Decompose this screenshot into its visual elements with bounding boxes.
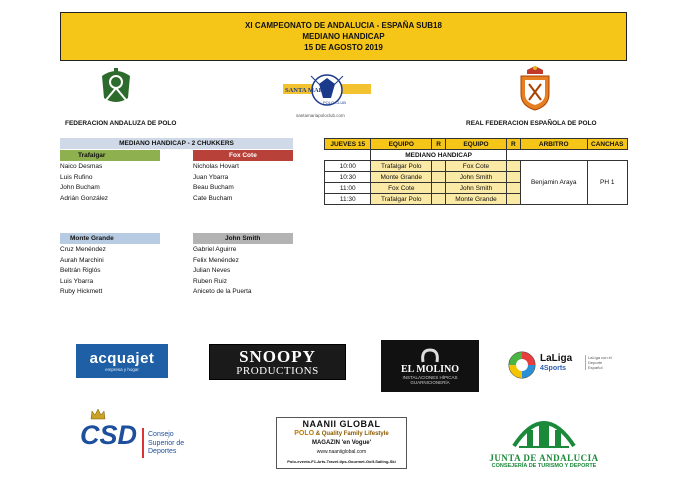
csd-logo (80, 408, 200, 464)
schedule-time: 10:00 (325, 161, 371, 172)
col-r2: R (506, 139, 520, 150)
player-name: Cate Bucham (193, 194, 233, 202)
team-card-fox-cote (193, 150, 293, 204)
csd-description (148, 431, 184, 457)
snoopy-logo (209, 344, 346, 380)
player-name: Naico Desmas (60, 163, 103, 170)
schedule-score2 (506, 194, 520, 205)
sm-club-text: POLO CLUB (323, 100, 346, 105)
schedule-team2: Fox Cote (446, 161, 507, 172)
event-date: 15 DE AGOSTO 2019 (304, 43, 383, 52)
event-category: MEDIANO HANDICAP (302, 32, 385, 41)
csd-divider (142, 428, 144, 458)
schedule-team1: Monte Grande (371, 172, 432, 183)
team-player-list (60, 245, 160, 298)
schedule-table (324, 138, 628, 205)
team-name: Fox Cote (193, 150, 293, 161)
schedule-score1 (432, 183, 446, 194)
schedule-team1: Fox Cote (371, 183, 432, 194)
team-player-list (60, 162, 160, 204)
csd-line1: Consejo (148, 431, 174, 438)
santa-maria-url: santamariapoloclub.com (296, 113, 345, 118)
team-card-monte-grande (60, 233, 160, 298)
schedule-row (325, 161, 628, 172)
teams-title: MEDIANO HANDICAP - 2 CHUKKERS (60, 138, 293, 149)
naanii-polo-line (277, 429, 406, 439)
team-player-list (193, 245, 293, 298)
rfep-label: REAL FEDERACION ESPAÑOLA DE POLO (466, 120, 597, 127)
junta-arch-icon (509, 406, 579, 448)
naanii-logo (276, 417, 407, 469)
team-player-list (193, 162, 293, 204)
laliga-text: LaLiga (540, 353, 573, 364)
team-card-trafalgar (60, 150, 160, 204)
player-name: Felix Menéndez (193, 256, 239, 264)
schedule-referee: Benjamin Araya (520, 161, 587, 205)
schedule-time: 11:30 (325, 194, 371, 205)
schedule-subheader: MEDIANO HANDICAP (371, 150, 506, 161)
player-name: Ruby Hickmett (60, 288, 103, 295)
schedule-team1: Trafalgar Polo (371, 161, 432, 172)
santa-maria-logo (281, 70, 373, 114)
junta-dept: CONSEJERÍA DE TURISMO Y DEPORTE (491, 463, 597, 469)
laliga-note: LaLiga con el Deporte Español (585, 355, 615, 370)
player-name: Aurah Marchini (60, 256, 104, 264)
naanii-url: www.naaniiglobal.com (316, 449, 367, 455)
player-name: Beau Bucham (193, 184, 234, 191)
crown-icon (90, 408, 106, 420)
laliga-logo (507, 349, 615, 383)
fap-label: FEDERACION ANDALUZA DE POLO (65, 120, 177, 127)
laliga-ball-icon (507, 350, 537, 380)
snoopy-text: SNOOPY (239, 346, 316, 366)
schedule-header-row (325, 139, 628, 150)
molino-sub2: GUARNICIONERÍA (410, 379, 450, 385)
schedule-score2 (506, 172, 520, 183)
player-name: Luis Rufino (60, 173, 93, 181)
schedule-field: PH 1 (587, 161, 627, 205)
player-name: Juan Ybarra (193, 173, 229, 181)
naanii-title: NAANII GLOBAL (302, 419, 381, 429)
team-name: Monte Grande (60, 233, 160, 244)
col-r1: R (432, 139, 446, 150)
laliga-4sports: 4Sports (540, 365, 567, 372)
event-title: XI CAMPEONATO DE ANDALUCIA - ESPAÑA SUB18 (245, 21, 442, 30)
schedule-team2: Monte Grande (446, 194, 507, 205)
player-name: Nicholas Hovart (193, 163, 239, 170)
csd-text: CSD (80, 420, 138, 450)
schedule-score2 (506, 183, 520, 194)
fap-emblem-icon (94, 64, 138, 108)
acquajet-logo (76, 344, 168, 378)
player-name: John Bucham (60, 184, 100, 191)
schedule-team2: John Smith (446, 172, 507, 183)
naanii-polo: POLO (294, 430, 315, 437)
player-name: Gabriel Aguirre (193, 246, 237, 253)
sm-text: SANTA MARIA (285, 87, 331, 94)
schedule-score2 (506, 161, 520, 172)
team-card-john-smith (193, 233, 293, 298)
schedule-team1: Trafalgar Polo (371, 194, 432, 205)
schedule-team2: John Smith (446, 183, 507, 194)
event-banner (60, 12, 627, 61)
csd-line2: Superior de (148, 439, 185, 447)
team-name: Trafalgar (60, 150, 160, 161)
naanii-lifestyle: & Quality Family Lifestyle (315, 431, 389, 437)
el-molino-logo (381, 340, 479, 392)
molino-sub1: INSTALACIONES HÍPICAS (402, 374, 458, 380)
schedule-score1 (432, 194, 446, 205)
schedule-time: 10:30 (325, 172, 371, 183)
col-referee: ARBITRO (520, 139, 587, 150)
csd-line3: Deportes (148, 448, 177, 455)
naanii-topics: Polo-events-F1-Arts-Travel-tips-Gourmet-Golf-Sailing-Ski (287, 459, 396, 464)
col-team2: EQUIPO (446, 139, 507, 150)
rfep-crest-icon (513, 64, 557, 112)
col-day: JUEVES 15 (325, 139, 371, 150)
player-name: Cruz Menéndez (60, 246, 106, 253)
acquajet-tagline: empresa y hogar (105, 367, 139, 372)
schedule-score1 (432, 161, 446, 172)
team-name: John Smith (193, 233, 293, 244)
molino-text: EL MOLINO (400, 363, 460, 375)
player-name: Adrián González (60, 194, 109, 202)
player-name: Luis Ybarra (60, 277, 94, 285)
col-team1: EQUIPO (371, 139, 432, 150)
horseshoe-icon (419, 348, 441, 364)
schedule-score1 (432, 172, 446, 183)
player-name: Ruben Ruiz (193, 277, 227, 285)
naanii-magazine: MAGAZIN 'en Vogue' (311, 440, 372, 446)
snoopy-sub: PRODUCTIONS (236, 364, 319, 377)
acquajet-text: acquajet (89, 350, 155, 367)
player-name: Beltrán Riglós (60, 267, 101, 274)
junta-name: JUNTA DE ANDALUCIA (489, 453, 599, 463)
junta-andalucia-logo (485, 406, 603, 472)
player-name: Aniceto de la Puerta (193, 288, 252, 295)
schedule-time: 11:00 (325, 183, 371, 194)
player-name: Julian Neves (193, 267, 231, 274)
col-field: CANCHAS (587, 139, 627, 150)
